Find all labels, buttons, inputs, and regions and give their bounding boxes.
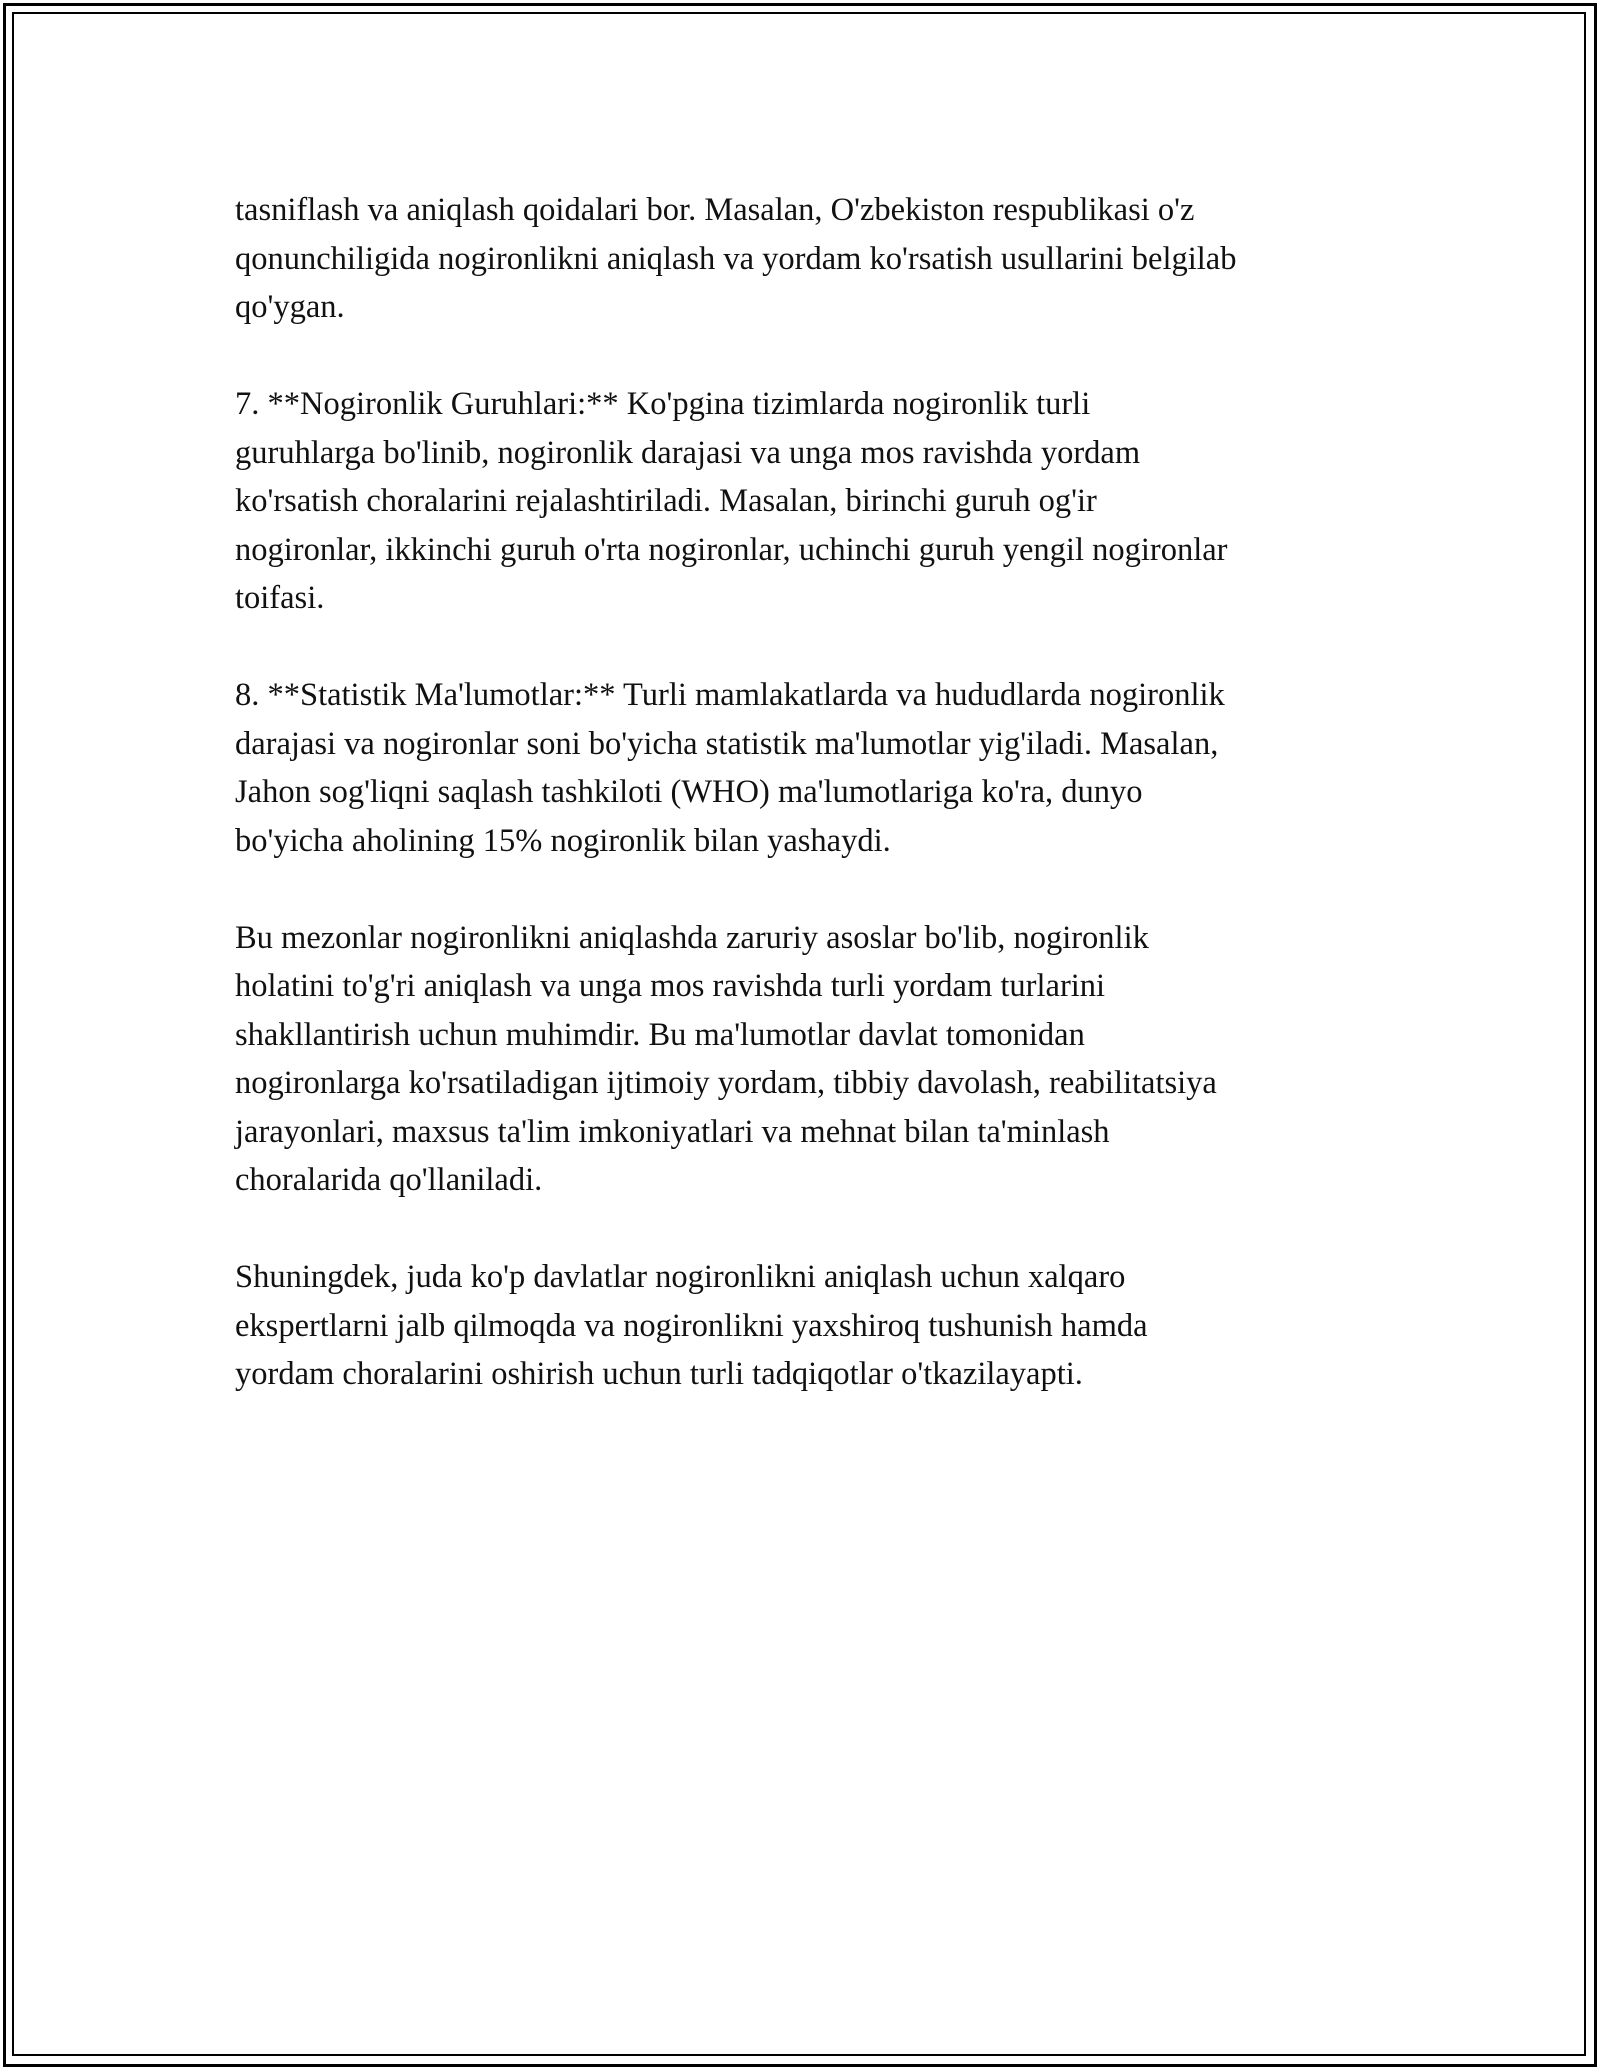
text-line: toifasi. [235, 580, 325, 616]
text-line: Jahon sog'liqni saqlash tashkiloti (WHO) ma'lumotlariga ko'ra, dunyo [235, 774, 1143, 810]
paragraph-disability-groups [235, 380, 1385, 623]
text-line: qonunchiligida nogironlikni aniqlash va yordam ko'rsatish usullarini belgilab [235, 240, 1237, 277]
text-line: qo'ygan. [235, 289, 345, 325]
paragraph-criteria-summary [235, 914, 1385, 1205]
text-line: tasniflash va aniqlash qoidalari bor. Masalan, O'zbekiston respublikasi o'z [235, 192, 1195, 228]
paragraph-classification-rules [235, 186, 1385, 332]
text-line: ko'rsatish choralarini rejalashtiriladi. Masalan, birinchi guruh og'ir [235, 483, 1097, 519]
text-line: Bu mezonlar nogironlikni aniqlashda zaruriy asoslar bo'lib, nogironlik [235, 919, 1149, 956]
text-line: shakllantirish uchun muhimdir. Bu ma'lumotlar davlat tomonidan [235, 1016, 1085, 1053]
document-body [235, 186, 1385, 1447]
text-line: 7. **Nogironlik Guruhlari:** Ko'pgina tizimlarda nogironlik turli [235, 386, 1091, 422]
text-line: holatini to'g'ri aniqlash va unga mos ravishda turli yordam turlarini [235, 968, 1106, 1004]
paragraph-statistics [235, 671, 1385, 865]
text-line: nogironlarga ko'rsatiladigan ijtimoiy yordam, tibbiy davolash, reabilitatsiya [235, 1065, 1217, 1101]
text-line: choralarida qo'llaniladi. [235, 1162, 543, 1198]
text-line: 8. **Statistik Ma'lumotlar:** Turli mamlakatlarda va hududlarda nogironlik [235, 677, 1225, 713]
text-line: darajasi va nogironlar soni bo'yicha statistik ma'lumotlar yig'iladi. Masalan, [235, 725, 1219, 762]
text-line: bo'yicha aholining 15% nogironlik bilan yashaydi. [235, 822, 891, 859]
paragraph-international-experts [235, 1253, 1385, 1399]
text-line: nogironlar, ikkinchi guruh o'rta nogironlar, uchinchi guruh yengil nogironlar [235, 531, 1228, 568]
text-line: yordam choralarini oshirish uchun turli tadqiqotlar o'tkazilayapti. [235, 1356, 1083, 1392]
text-line: guruhlarga bo'linib, nogironlik darajasi va unga mos ravishda yordam [235, 434, 1141, 471]
text-line: Shuningdek, juda ko'p davlatlar nogironlikni aniqlash uchun xalqaro [235, 1259, 1126, 1295]
text-line: jarayonlari, maxsus ta'lim imkoniyatlari va mehnat bilan ta'minlash [235, 1113, 1110, 1150]
text-line: ekspertlarni jalb qilmoqda va nogironlikni yaxshiroq tushunish hamda [235, 1307, 1148, 1344]
